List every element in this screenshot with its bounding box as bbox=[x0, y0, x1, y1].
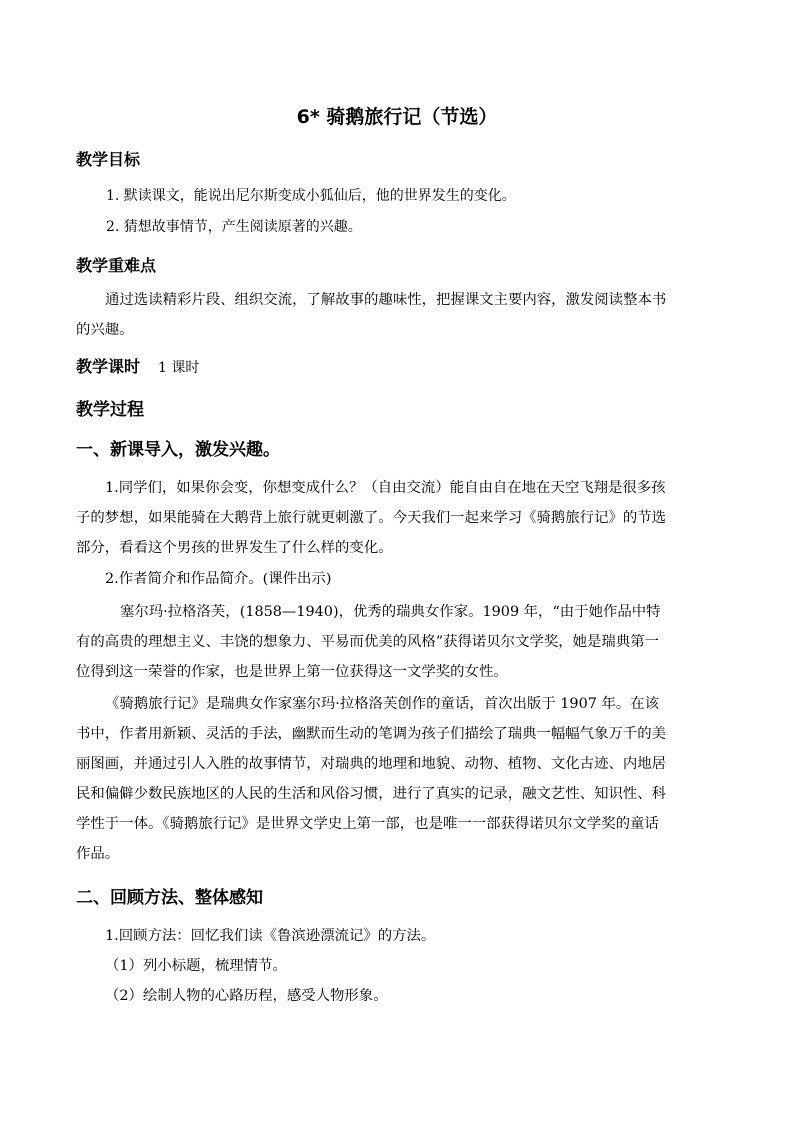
section1-intro-line-2: 子的梦想，如果能骑在大鹅背上旅行就更刺激了。今天我们一起来学习《骑鹅旅行记》的节选 bbox=[76, 510, 667, 526]
work-intro-line-1: 《骑鹅旅行记》是瑞典女作家塞尔玛·拉格洛芙创作的童话，首次出版于 1907 年。在该 bbox=[105, 696, 660, 712]
key-points-paragraph bbox=[76, 285, 718, 345]
work-intro-paragraph bbox=[76, 689, 718, 869]
author-bio-paragraph bbox=[76, 597, 718, 687]
section2-heading: 二、回顾方法、整体感知 bbox=[76, 888, 263, 908]
work-intro-line-2: 书中，作者用新颖、灵活的手法，幽默而生动的笔调为孩子们描绘了瑞典一幅幅气象万千的美 bbox=[76, 726, 667, 742]
objectives-heading: 教学目标 bbox=[76, 150, 141, 169]
section1-p2 bbox=[76, 564, 718, 594]
author-intro-label: 2.作者简介和作品简介。(课件出示) bbox=[105, 571, 332, 587]
review-sub-item-2: （2）绘制人物的心路历程，感受人物形象。 bbox=[105, 988, 388, 1004]
class-period-heading: 教学课时 bbox=[76, 357, 141, 376]
author-bio-line-2: 有的高贵的理想主义、丰饶的想象力、平易而优美的风格”获得诺贝尔文学奖，她是瑞典第一 bbox=[76, 634, 659, 650]
section1-heading: 一、新课导入，激发兴趣。 bbox=[76, 440, 280, 460]
work-intro-line-4: 民和偏僻少数民族地区的人民的生活和风俗习惯，进行了真实的记录，融文艺性、知识性、科 bbox=[76, 786, 667, 802]
work-intro-line-5: 学性于一体。《骑鹅旅行记》是世界文学史上第一部，也是唯一一部获得诺贝尔文学奖的童话 bbox=[76, 816, 659, 832]
process-heading: 教学过程 bbox=[76, 400, 144, 420]
section1-intro-line-1: 1.同学们，如果你会变，你想变成什么？（自由交流）能自由自在地在天空飞翔是很多孩 bbox=[105, 480, 666, 496]
class-period-value: 1 课时 bbox=[158, 360, 200, 376]
author-bio-line-1: 塞尔玛·拉格洛芙，(1858—1940)，优秀的瑞典女作家。1909 年，“由于她作品中特 bbox=[120, 604, 661, 620]
key-points-line-1: 通过选读精彩片段、组织交流，了解故事的趣味性，把握课文主要内容，激发阅读整本书 bbox=[105, 292, 667, 308]
section1-intro-paragraph bbox=[76, 473, 718, 563]
objective-item-2: 2. 猜想故事情节，产生阅读原著的兴趣。 bbox=[106, 219, 362, 235]
work-intro-line-3: 丽图画，并通过引人入胜的故事情节，对瑞典的地理和地貌、动物、植物、文化古迹、内地居 bbox=[76, 756, 667, 772]
work-intro-line-6: 作品。 bbox=[76, 846, 120, 862]
objective-item-1: 1. 默读课文，能说出尼尔斯变成小狐仙后，他的世界发生的变化。 bbox=[106, 188, 516, 204]
author-bio-line-3: 位得到这一荣誉的作家，也是世界上第一位获得这一文学奖的女性。 bbox=[76, 664, 508, 680]
section1-intro-line-3: 部分，看看这个男孩的世界发生了什么样的变化。 bbox=[76, 540, 393, 556]
class-period-row bbox=[76, 356, 199, 379]
key-points-line-2: 的兴趣。 bbox=[76, 322, 134, 338]
review-method-line: 1.回顾方法：回忆我们读《鲁滨逊漂流记》的方法。 bbox=[105, 928, 436, 944]
key-points-heading: 教学重难点 bbox=[76, 256, 157, 275]
review-sub-item-1: （1）列小标题，梳理情节。 bbox=[105, 958, 287, 974]
section2-paragraph bbox=[76, 921, 718, 1011]
document-title: 6* 骑鹅旅行记（节选） bbox=[296, 106, 498, 128]
